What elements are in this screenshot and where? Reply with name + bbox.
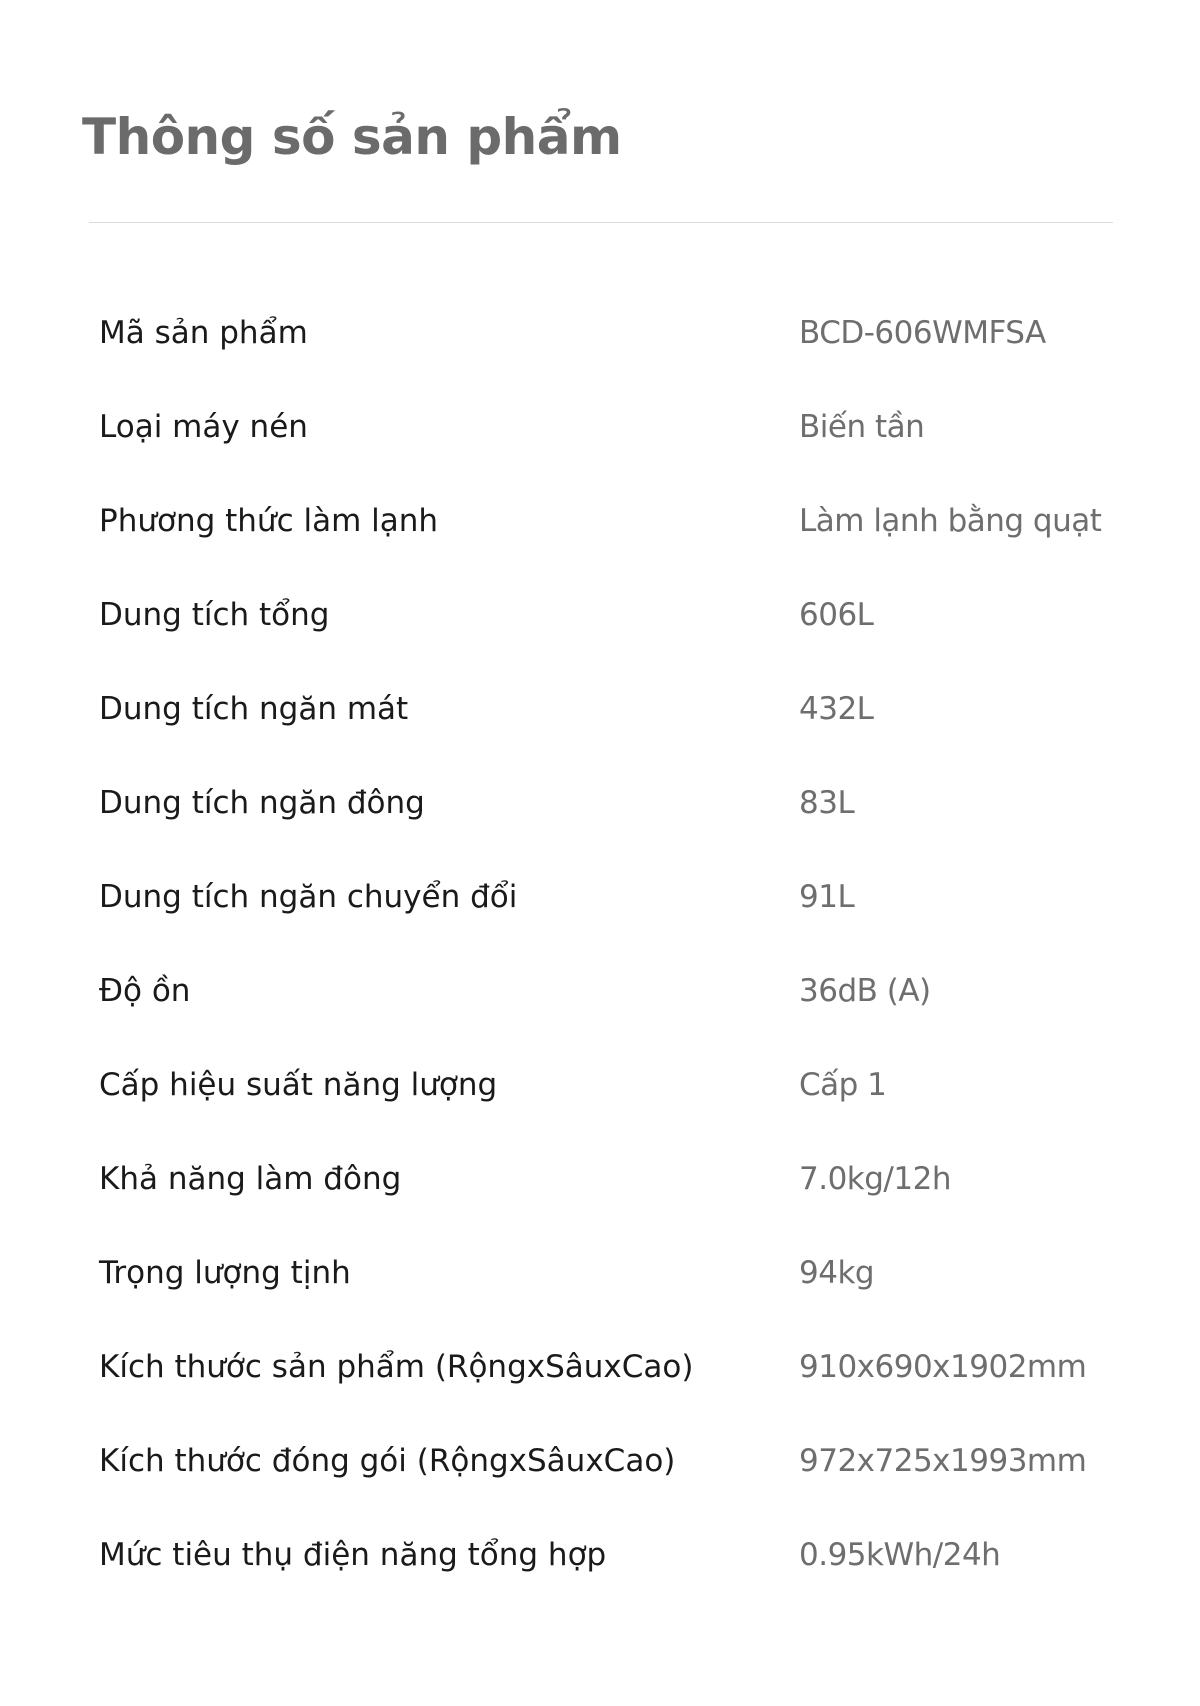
spec-row-compressor xyxy=(99,380,1139,474)
spec-label: Dung tích ngăn chuyển đổi xyxy=(99,879,518,915)
spec-label: Cấp hiệu suất năng lượng xyxy=(99,1067,498,1103)
spec-row-fridge-capacity xyxy=(99,662,1139,756)
spec-row-freezing-capacity xyxy=(99,1132,1139,1226)
spec-value: 36dB (A) xyxy=(799,973,931,1009)
spec-value: 910x690x1902mm xyxy=(799,1349,1087,1385)
spec-value: 432L xyxy=(799,691,874,727)
spec-row-product-dimensions xyxy=(99,1320,1139,1414)
spec-value: 7.0kg/12h xyxy=(799,1161,951,1197)
spec-value: 83L xyxy=(799,785,855,821)
spec-value: 94kg xyxy=(799,1255,875,1291)
spec-value: Cấp 1 xyxy=(799,1067,887,1103)
spec-value: Biến tần xyxy=(799,409,925,445)
spec-row-model xyxy=(99,286,1139,380)
spec-row-freezer-capacity xyxy=(99,756,1139,850)
title-divider xyxy=(89,222,1113,223)
spec-row-power-consumption xyxy=(99,1508,1139,1602)
spec-row-total-capacity xyxy=(99,568,1139,662)
spec-label: Kích thước đóng gói (RộngxSâuxCao) xyxy=(99,1443,676,1479)
spec-label: Loại máy nén xyxy=(99,409,308,445)
page-title: Thông số sản phẩm xyxy=(82,108,622,166)
spec-row-net-weight xyxy=(99,1226,1139,1320)
spec-value: 606L xyxy=(799,597,874,633)
spec-label: Độ ồn xyxy=(99,973,191,1009)
spec-value: 972x725x1993mm xyxy=(799,1443,1087,1479)
spec-label: Mã sản phẩm xyxy=(99,315,308,351)
spec-row-convertible-capacity xyxy=(99,850,1139,944)
spec-value: 0.95kWh/24h xyxy=(799,1537,1001,1573)
spec-label: Trọng lượng tịnh xyxy=(99,1255,351,1291)
spec-label: Dung tích tổng xyxy=(99,597,330,633)
spec-label: Phương thức làm lạnh xyxy=(99,503,439,539)
spec-value: Làm lạnh bằng quạt xyxy=(799,503,1102,539)
spec-label: Dung tích ngăn đông xyxy=(99,785,425,821)
spec-row-noise xyxy=(99,944,1139,1038)
spec-value: BCD-606WMFSA xyxy=(799,315,1046,351)
spec-label: Kích thước sản phẩm (RộngxSâuxCao) xyxy=(99,1349,694,1385)
spec-table xyxy=(99,286,1139,1602)
spec-value: 91L xyxy=(799,879,855,915)
spec-row-package-dimensions xyxy=(99,1414,1139,1508)
spec-row-energy-class xyxy=(99,1038,1139,1132)
spec-row-cooling-method xyxy=(99,474,1139,568)
spec-label: Khả năng làm đông xyxy=(99,1161,402,1197)
spec-label: Mức tiêu thụ điện năng tổng hợp xyxy=(99,1537,607,1573)
spec-label: Dung tích ngăn mát xyxy=(99,691,409,727)
